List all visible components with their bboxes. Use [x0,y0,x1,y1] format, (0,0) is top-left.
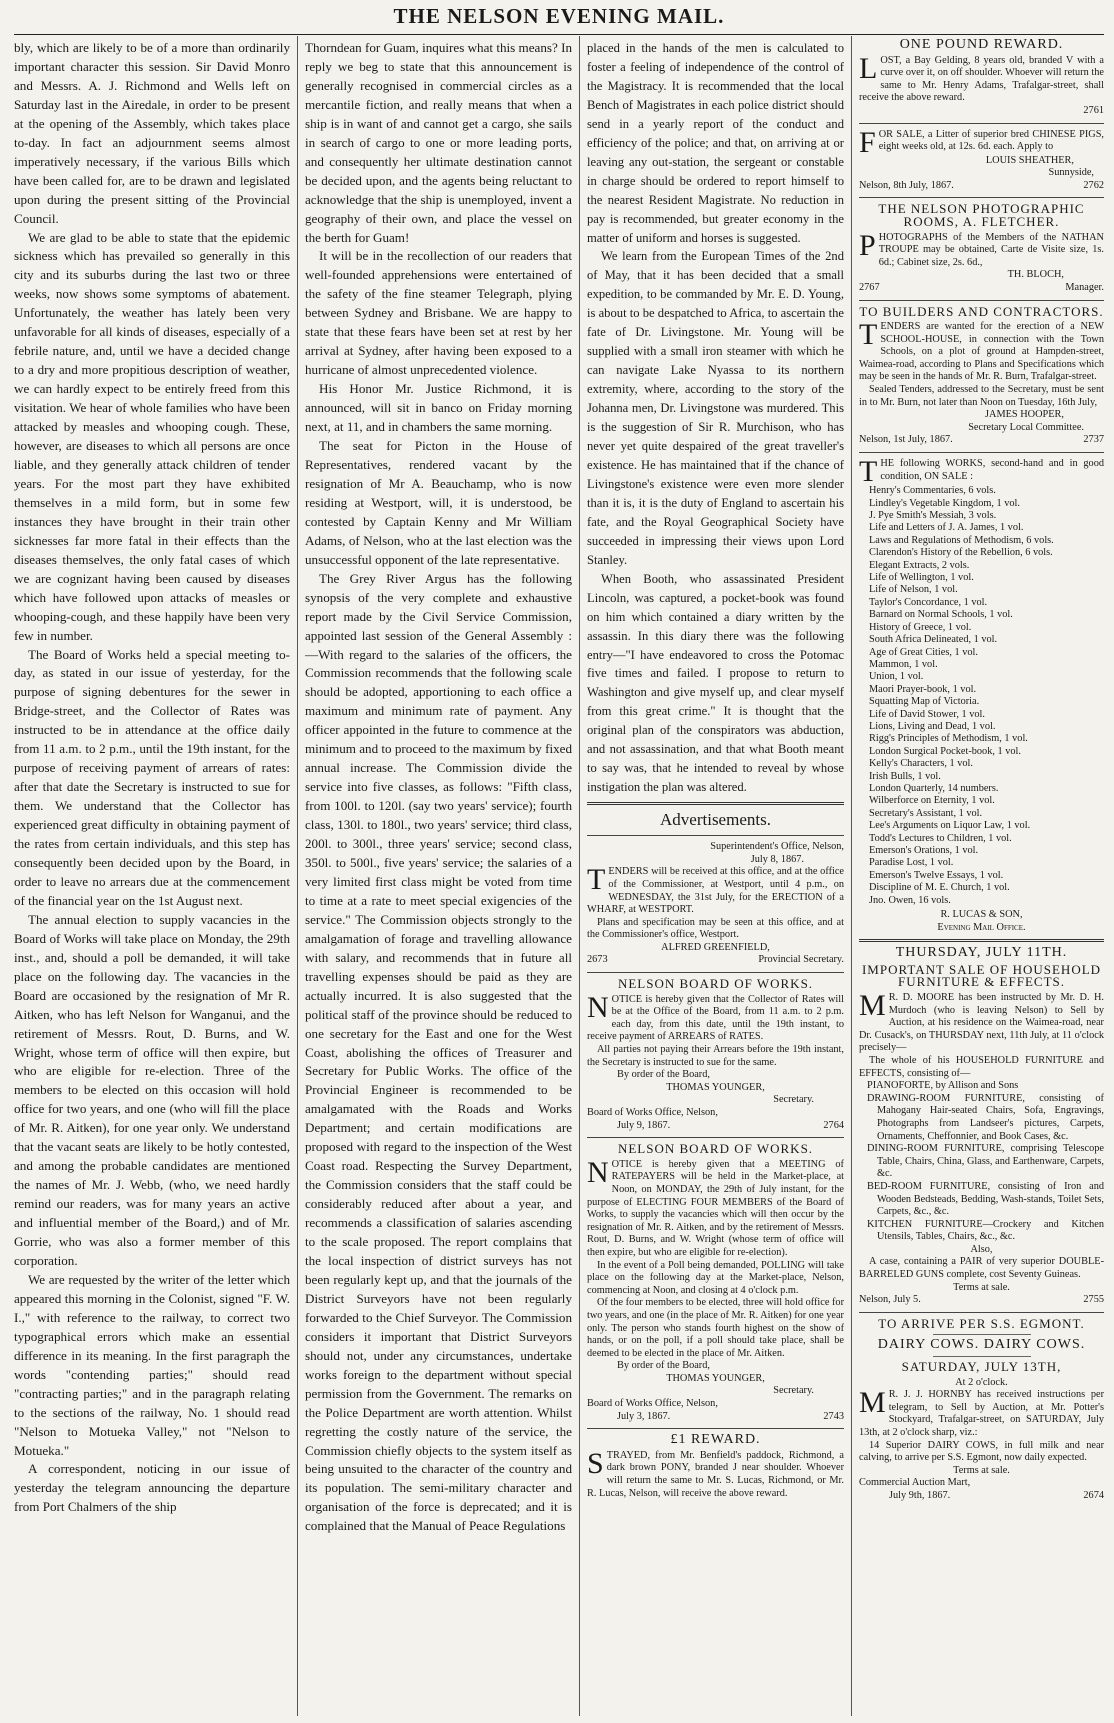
ad-heading: TO ARRIVE PER S.S. EGMONT. [878,1315,1085,1331]
book-list-item: Life of David Stower, 1 vol. [869,708,985,720]
ad-text: ENDERS will be received at this office, and at the office of the Commissioner, at Westport, until 4 p.m., on WEDNESDAY, the 31st July, for the ERECTION of a WHARF, at WESTPORT. [587,866,844,916]
divider [859,123,1104,124]
ad-number: 2762 [1083,179,1104,191]
ad-text: OTICE is hereby given that a MEETING of RATEPAYERS will be held in the Market-place, at Noon, on MONDAY, the 29th of July instant, for the purpose of ELECTING FOUR MEMBERS of the Board of Works, to supply the vacancies which will then occur by the resignation of Mr. R. Aitken, and by the retirement of Messrs. Rout, D. Burns, and W. Wright (whose term of office will then expire, but who are eligible for re-election). [587,1158,844,1258]
article-paragraph: We learn from the European Times of the 2nd of May, that it has been decided that a small expedition, to be commanded by Mr. E. D. Young, is about to be despatched to Africa, to ascertain the fate of Dr. Livingstone. Mr. Young will be supplied with a small iron steamer with which he can navigate Lake Nyassa to its northern extremity, where, according to the story of the Johanna men, Dr. Livingstone was murdered. This is the suggestion of Sir R. Murchison, who has never yet quite despaired of the great traveller's existence. He has maintained that if the chance of Livingstone's existence were even more slender than it is, it is the duty of England to ascertain his fate, and the Royal Geographical Society have succeeded in impressing their views upon Lord Stanley. [587,249,844,567]
drop-cap: F [859,125,876,159]
ratepayers-meeting-ad [587,1143,844,1423]
book-list-item: London Quarterly, 14 numbers. [869,782,999,794]
ad-text: OST, a Bay Gelding, 8 years old, branded V with a curve over it, on off shoulder. Whoever will return the same to Mr. Henry Adams, Trafalgar-street, shall receive the above reward. [859,54,1104,104]
book-list-item: Clarendon's History of the Rebellion, 6 vols. [869,547,1053,559]
ad-role: Provincial Secretary. [758,954,844,966]
column-2 [298,36,580,1716]
book-list-item: Secretary's Assistant, 1 vol. [869,807,983,819]
ad-number: 2673 [587,954,608,966]
ad-text: In the event of a Poll being demanded, POLLING will take place on the following day at the Market-place, Nelson, commencing at Noon, and closing at 4 o'clock p.m. [587,1259,844,1296]
column-4 [852,36,1104,1716]
ad-text: OR SALE, a Litter of superior bred CHINESE PIGS, eight weeks old, at 12s. 6d. each. Apply to [878,128,1104,153]
article-paragraph: His Honor Mr. Justice Richmond, it is announced, will sit in banco on Friday morning next, at 11, and in chambers the same morning. [305,381,572,435]
ad-heading: £1 REWARD. [670,1432,761,1448]
section-rule [587,802,844,805]
drop-cap: M [859,989,886,1022]
ad-number: 2755 [1083,1294,1104,1306]
ad-text: HE following WORKS, second-hand and in good condition, ON SALE : [880,458,1104,482]
photographic-rooms-ad [859,203,1104,294]
advertisements-title: Advertisements. [660,810,771,830]
book-list-item: Laws and Regulations of Methodism, 6 vols. [869,534,1054,546]
ad-text: The whole of his HOUSEHOLD FURNITURE and EFFECTS, consisting of— [859,1054,1104,1079]
divider [859,452,1104,453]
column-3 [580,36,852,1716]
ad-text: TRAYED, from Mr. Benfield's paddock, Richmond, a dark brown PONY, branded J near shoulder. Whoever will return the same to Mr. S. Lucas, Richmond, or Mr. R. Lucas, Nelson, will receive the above reward. [587,1449,844,1499]
book-list-item: Age of Great Cities, 1 vol. [869,646,978,658]
ad-text: All parties not paying their Arrears before the 19th instant, the Secretary is instructed to sue for the same. [587,1044,844,1068]
divider [859,300,1104,301]
ad-number: 2737 [1083,434,1104,446]
ad-text: A case, containing a PAIR of very superior DOUBLE-BARRELED GUNS complete, cost Seventy Guineas. [859,1256,1104,1281]
article-paragraph: We are glad to be able to state that the epidemic sickness which has prevailed so generally in this city and its suburbs during the last two or three weeks, now shows some symptoms of abatement. Unfortunately, the weather has lately been very unfavorable for all kinds of diseases, especially of a febrile nature, and, until we have a decided change to a dry and more propitious description of weather, we can hardly expect to be entirely freed from this visitation. We hear of whole families who have been attacked by measles and whooping cough. These, however, are diseases to which all persons are once liable, and they generally attack children of tender years. For the most part they have exhibited themselves in a mild form, but in some few instances they have brought in their train other sicknesses far more fatal in their effects than the diseases themselves, the only fatal cases of which we are cognizant having been caused by diseases which have followed upon attacks of measles or whooping-cough, and these happily have been very few in number. [14,229,290,643]
drop-cap: M [859,1386,886,1420]
columns [14,36,1104,1716]
household-auction-ad [859,947,1104,1307]
book-list-item: Jno. Owen, 16 vols. [869,894,951,906]
drop-cap: T [587,863,606,897]
builders-tender-ad [859,303,1104,448]
divider [933,1356,1031,1357]
ad-terms: Terms at sale. [953,1281,1010,1293]
ad-date: July 3, 1867. [617,1410,671,1422]
ad-number: 2674 [1083,1489,1104,1501]
section-rule [859,939,1104,942]
ad-date: Nelson, July 5. [859,1294,921,1306]
ad-also: Also, [970,1243,993,1255]
book-list-item: Squatting Map of Victoria. [869,696,980,708]
divider [587,1137,844,1138]
article-paragraph: The seat for Picton in the House of Representatives, rendered vacant by the resignation of Mr A. Beauchamp, who is now residing at Westport, will, it is understood, be contested by Captain Kenny and Mr William Adams, of Nelson, who at the last election was the unsuccessful opponent of the late representative. [305,438,572,567]
ad-date-heading: THURSDAY, JULY 11TH. [895,945,1068,961]
ad-heading: THE NELSON PHOTOGRAPHIC ROOMS, A. FLETCHER. [878,201,1085,229]
ad-signer: LOUIS SHEATHER, [985,154,1074,166]
ad-terms: Terms at sale. [953,1464,1010,1476]
ad-office: Commercial Auction Mart, [859,1477,971,1489]
wharf-tender-ad [587,841,844,967]
ad-date-heading: SATURDAY, JULY 13TH, [901,1359,1062,1375]
ad-heading: TO BUILDERS AND CONTRACTORS. [859,303,1104,319]
ad-text: Of the four members to be elected, three will hold office for two years, and one (in the place of Mr. R. Aitken) for one year only. The person who stands fourth highest on the show of hands, or on the poll, if a poll should take place, shall be deemed to be elected in the place of Mr. Aitken. [587,1297,844,1359]
book-list-item: Paradise Lost, 1 vol. [869,857,954,869]
ad-signer: TH. BLOCH, [1007,269,1064,281]
drop-cap: L [859,51,878,85]
book-list-item: Emerson's Twelve Essays, 1 vol. [869,869,1004,881]
ad-date: Nelson, 1st July, 1867. [859,434,953,446]
masthead: THE NELSON EVENING MAIL. [393,4,725,28]
ad-time: At 2 o'clock. [955,1376,1008,1388]
article-paragraph: The annual election to supply vacancies in the Board of Works will take place on Monday, the 29th inst., and, should a poll be demanded, it will take place on the following day. The vacancies in the Board are occasioned by the resignation of Mr R. Aitken, who has left Nelson for Wanganui, and the retirement of Messrs. Rout, D. Burns, and W. Wright, whose term of office will then expire, but who are eligible for re-election. Three of the members to be elected on this occasion will hold office for two years, and one (who will fill the place of Mr. R. Aitken), for one year only. We understand that the vacant seats are likely to be hotly contested, and among the probable candidates are mentioned the names of Mr. J. Webb, (who, we need hardly remind our readers, was for many years an active and influential member of the Board,) and of Mr. Gorrie, who was also a former member of this corporation. [14,911,290,1268]
ad-signer: ALFRED GREENFIELD, [661,941,770,953]
article-paragraph: It will be in the recollection of our readers that well-founded apprehensions were entertained of the safety of the fine steamer Telegraph, plying between Sydney and Brisbane. We are happy to state that these fears have been set at rest by her arrival at Sydney, after having been exposed to a hurricane of almost unprecedented violence. [305,248,572,378]
ad-order: By order of the Board, [617,1360,710,1372]
ad-text: R. J. J. HORNBY has received instructions per telegram, to Sell by Auction, at Mr. Potter's Stockyard, Trafalgar-street, on SATURDAY, July 13th, at 2 o'clock sharp, viz.: [859,1389,1104,1438]
book-list-item: Henry's Commentaries, 6 vols. [869,485,996,497]
ad-number: 2743 [823,1410,844,1422]
ad-date: July 8, 1867. [750,853,804,865]
divider [587,972,844,973]
ad-text: Plans and specification may be seen at this office, and at the Commissioner's office, Westport. [587,916,844,941]
auction-item: BED-ROOM FURNITURE, consisting of Iron and Wooden Bedsteads, Bedding, Wash-stands, Toilet Sets, Carpets, &c., &c. [867,1180,1104,1218]
book-list-item: Maori Prayer-book, 1 vol. [869,683,977,695]
pigs-for-sale-ad [859,125,1104,193]
book-list-item: J. Pye Smith's Messiah, 3 vols. [869,510,997,522]
ad-number: 2767 [859,281,880,293]
drop-cap: T [859,318,878,352]
article-paragraph: When Booth, who assassinated President Lincoln, was captured, a pocket-book was found on him which contained a diary written by the assassin. In this diary there was the following entry—"I have endeavored to cross the Potomac five times and failed. I propose to return to Washington and give myself up, and clear myself from this great crime." It is thought that the original plan of the conspirators was abduction, and not assassination, and that what Booth meant to say was, that he intended to reveal by whose instigation the plan was altered. [587,571,844,795]
book-list-item: Wilberforce on Eternity, 1 vol. [869,795,995,807]
ad-signer: THOMAS YOUNGER, [666,1372,765,1384]
book-list-item: Life of Nelson, 1 vol. [869,584,958,596]
article-paragraph: A correspondent, noticing in our issue of yesterday the telegram announcing the departure from Port Chalmers of the ship [14,1461,290,1515]
column-1 [14,36,298,1716]
rates-notice-ad [587,978,844,1132]
ad-text: R. D. MOORE has been instructed by Mr. D. H. Murdoch (who is leaving Nelson) to Sell by Auction, at his residence on the Waimea-road, near Dr. Cusack's, on THURSDAY next, 11th July, at 11 o'clock precisely— [859,992,1104,1054]
book-list-item: Mammon, 1 vol. [869,658,938,670]
drop-cap: N [587,990,609,1024]
drop-cap: P [859,228,876,262]
ad-office: Evening Mail Office. [937,921,1026,933]
article-paragraph: placed in the hands of the men is calculated to foster a feeling of independence of the control of the Magistracy. It is recommended that the local Bench of Magistrates in each police district should send in a yearly report of the conduct and efficiency of the police; and that, on arriving at or leaving any out-station, the sergeant or constable in charge should be ordered to report himself to the nearest Resident Magistrate. No reduction in pay is recommended, but greater economy in the matter of uniform and horses is suggested. [587,41,844,245]
ad-role: Secretary. [773,1094,814,1106]
book-list-item: Kelly's Characters, 1 vol. [869,758,973,770]
article-paragraph: Thorndean for Guam, inquires what this means? In reply we beg to state that this announcement is generally recognised in commercial circles as a mercantile fiction, and really means that when a ship is in want of and cannot get a cargo, she sails in search of cargo to one or more leading ports, and consequently her ultimate destination cannot be decided upon, and the agents being reluctant to acknowledge that the ship is unemployed, invent a geography of their own, and place the vessel on the berth for Guam! [305,40,572,245]
masthead-rule [14,34,1104,35]
book-list-item: Emerson's Orations, 1 vol. [869,845,979,856]
ad-text: HOTOGRAPHS of the Members of the NATHAN TROUPE may be obtained, Carte de Visite size, 1s. 6d.; Cabinet size, 2s. 6d., [878,231,1104,268]
ad-heading: DAIRY COWS. DAIRY COWS. [877,1337,1086,1353]
book-list-item: Elegant Extracts, 2 vols. [869,559,970,571]
divider [859,1312,1104,1313]
ad-date: July 9, 1867. [617,1119,671,1131]
ad-heading: NELSON BOARD OF WORKS. [617,1141,814,1157]
ad-date: Nelson, 8th July, 1867. [859,179,954,191]
book-list-item: Lindley's Vegetable Kingdom, 1 vol. [869,497,1020,509]
book-list-item: Discipline of M. E. Church, 1 vol. [869,882,1010,894]
book-list-item: Todd's Lectures to Children, 1 vol. [869,832,1012,844]
drop-cap: S [587,1446,604,1480]
book-list-item: History of Greece, 1 vol. [869,621,972,633]
ad-heading: IMPORTANT SALE OF HOUSEHOLD FURNITURE & EFFECTS. [861,961,1102,990]
ad-number: 2761 [1083,104,1104,116]
lost-gelding-ad [859,39,1104,118]
ad-text: Sealed Tenders, addressed to the Secretary, must be sent in to Mr. Burn, not later than Noon on Tuesday, 16th July, [859,384,1104,408]
ad-signer: THOMAS YOUNGER, [666,1081,765,1093]
dairy-cows-ad [859,1315,1104,1503]
divider [933,1334,1031,1335]
drop-cap: T [859,455,878,489]
book-list-item: South Africa Delineated, 1 vol. [869,634,998,646]
ad-office: Board of Works Office, Nelson, [587,1107,718,1118]
auction-item: DRAWING-ROOM FURNITURE, consisting of Mahogany Hair-seated Chairs, Sofa, Engravings, Photographs from Landseer's pictures, Carpets, Ornaments, Cheffonnier, and Book Cases, &c. [867,1092,1104,1142]
ad-number: 2764 [823,1119,844,1131]
ad-role: Secretary. [773,1385,814,1397]
ad-text: 14 Superior DAIRY COWS, in full milk and near calving, to arrive per S.S. Egmont, now daily expected. [859,1439,1104,1464]
auction-item: PIANOFORTE, by Allison and Sons [867,1080,1019,1092]
article-paragraph: The Board of Works held a special meeting to-day, as stated in our issue of yesterday, for the purpose of signing debentures for the sewer in Bridge-street, and the Collector of Rates was instructed to be in attendance at the office daily from 11 a.m. to 2 p.m., until the 19th instant, for the purpose of receiving payment of arrears of rates: after that date the Secretary is instructed to sue for them. We understand that the Collector has experienced great difficulty in obtaining payment of the rates from certain individuals, and this step has consequently been decided upon by the Board, in order to leave no arrears due at the commencement of the financial year on the 1st August next. [14,646,290,908]
book-list [859,485,1104,907]
book-list-item: Irish Bulls, 1 vol. [869,770,941,782]
book-list-item: Life and Letters of J. A. James, 1 vol. [869,522,1024,534]
ad-date: July 9th, 1867. [889,1489,951,1501]
divider [859,197,1104,198]
book-list-item: Lions, Living and Dead, 1 vol. [869,720,996,732]
ad-signer: JAMES HOOPER, [985,409,1064,421]
ad-text: ENDERS are wanted for the erection of a NEW SCHOOL-HOUSE, in connection with the Town Schools, on a plot of ground at Hampden-street, Waimea-road, according to Plans and Specifications which may be seen in the hands of Mr. R. Burn, Trafalgar-street. [859,321,1104,383]
book-list-item: Lee's Arguments on Liquor Law, 1 vol. [869,820,1031,832]
ad-role: Manager. [1065,281,1104,293]
divider [587,835,844,836]
ad-heading: NELSON BOARD OF WORKS. [617,976,814,992]
ad-signer: R. LUCAS & SON, [940,909,1023,921]
ad-text: OTICE is hereby given that the Collector of Rates will be at the Office of the Board, from 11 a.m. to 2 p.m. each day, from this date, until the 19th instant, to receive payment of ARREARS of RATES. [587,993,844,1043]
divider [587,1428,844,1429]
strayed-pony-ad [587,1434,844,1500]
auction-item-list [859,1080,1104,1244]
book-list-item: Union, 1 vol. [869,671,924,683]
article-paragraph: bly, which are likely to be of a more than ordinarily important character this session. Sir David Monro and Messrs. A. J. Richmond and Wells left on Saturday last in the Airedale, in order to be present at the opening of the Assembly, which takes place to-day. In fact an adjournment seems almost imperatively necessary, if the various Bills which have been called for, are to be drawn and legislated upon during the present sitting of the Provincial Council. [14,40,290,226]
ad-order: By order of the Board, [617,1069,710,1081]
auction-item: KITCHEN FURNITURE—Crockery and Kitchen Utensils, Tables, Chairs, &c., &c. [867,1218,1104,1243]
ad-heading: ONE POUND REWARD. [899,37,1064,52]
book-list-item: Rigg's Principles of Methodism, 1 vol. [869,733,1028,745]
book-list-item: Barnard on Normal Schools, 1 vol. [869,609,1013,621]
ad-place: Superintendent's Office, Nelson, [710,841,844,853]
ad-place: Sunnyside, [1048,167,1094,179]
article-paragraph: We are requested by the writer of the letter which appeared this morning in the Colonist, signed "F. W. I.," with reference to the railway, to correct two typographical errors which make an essential difference in its meaning. In the first paragraph the words "contending parties;" should read "contracting parties;" and in the paragraph relating to the sections of the railway, No. 1 should read "Nelson to Motueka Valley," not "Nelson to Motueka." [14,1271,290,1458]
book-list-item: London Surgical Pocket-book, 1 vol. [869,745,1021,757]
drop-cap: N [587,1155,609,1189]
books-for-sale-ad [859,455,1104,934]
ad-office: Board of Works Office, Nelson, [587,1398,718,1410]
book-list-item: Taylor's Concordance, 1 vol. [869,596,988,608]
ad-role: Secretary Local Committee. [968,421,1084,433]
book-list-item: Life of Wellington, 1 vol. [869,572,974,584]
auction-item: DINING-ROOM FURNITURE, comprising Telescope Table, Chairs, China, Glass, and Earthenware, Carpets, &c. [867,1143,1104,1180]
article-paragraph: The Grey River Argus has the following synopsis of the very complete and exhaustive report made by the Civil Service Commission, appointed last session of the General Assembly :—With regard to the salaries of the officers, the Commission recommends that the following scale should be adopted, apportioning to each office a maximum and minimum rate of payment. Any officer appointed in the future to commence at the minimum and to proceed to the maximum by fixed annual increase. The Commission divide the service into five classes, as follows: "Fifth class, from 100l. to 120l. (say two years' service); fourth class, 130l. to 180l., two years' service; third class, 200l. to 300l., three years' service; second class, 350l. to 500l., five years' service; the salaries of a very limited first class might be voted from time to time at a rate to meet special exigencies of the service." The Commission objects strongly to the amalgamation of forage and travelling allowance with salary, and recommends that in future all travelling expenses should be paid as they are actually incurred. It is also suggested that the political staff of the province should be reduced to one secretary for the East and one for the West Coast, abolishing the offices of Treasurer and Secretary for Public Works. The office of the Provincial Engineer is recommended to be amalgamated with the Roads and Works Department; and certain modifications are proposed with regard to the inspection of the West Coast road. Respecting the Survey Department, the Commission considers that the staff could be considerably reduced after about a year, and recommends a classification of salaries ascending to the scale proposed. The report complains that the local inspection of district surveys has not been regularly kept up, and that the journals of the District Surveyors have not been regularly forwarded to the Chief Surveyor. The Commission considers it important that District Surveyors should not, under any circumstances, undertake works foreign to the department without special permission from the Government. The remarks on the Police Department are worth attention. Whilst regretting the costly nature of the service, the Commission chiefly objects to the system itself as being unsuited to the character of the country and its population. The semi-military character and organisation of the force is deprecated; and it is complained that the Manual of Peace Regulations [305,570,572,1534]
